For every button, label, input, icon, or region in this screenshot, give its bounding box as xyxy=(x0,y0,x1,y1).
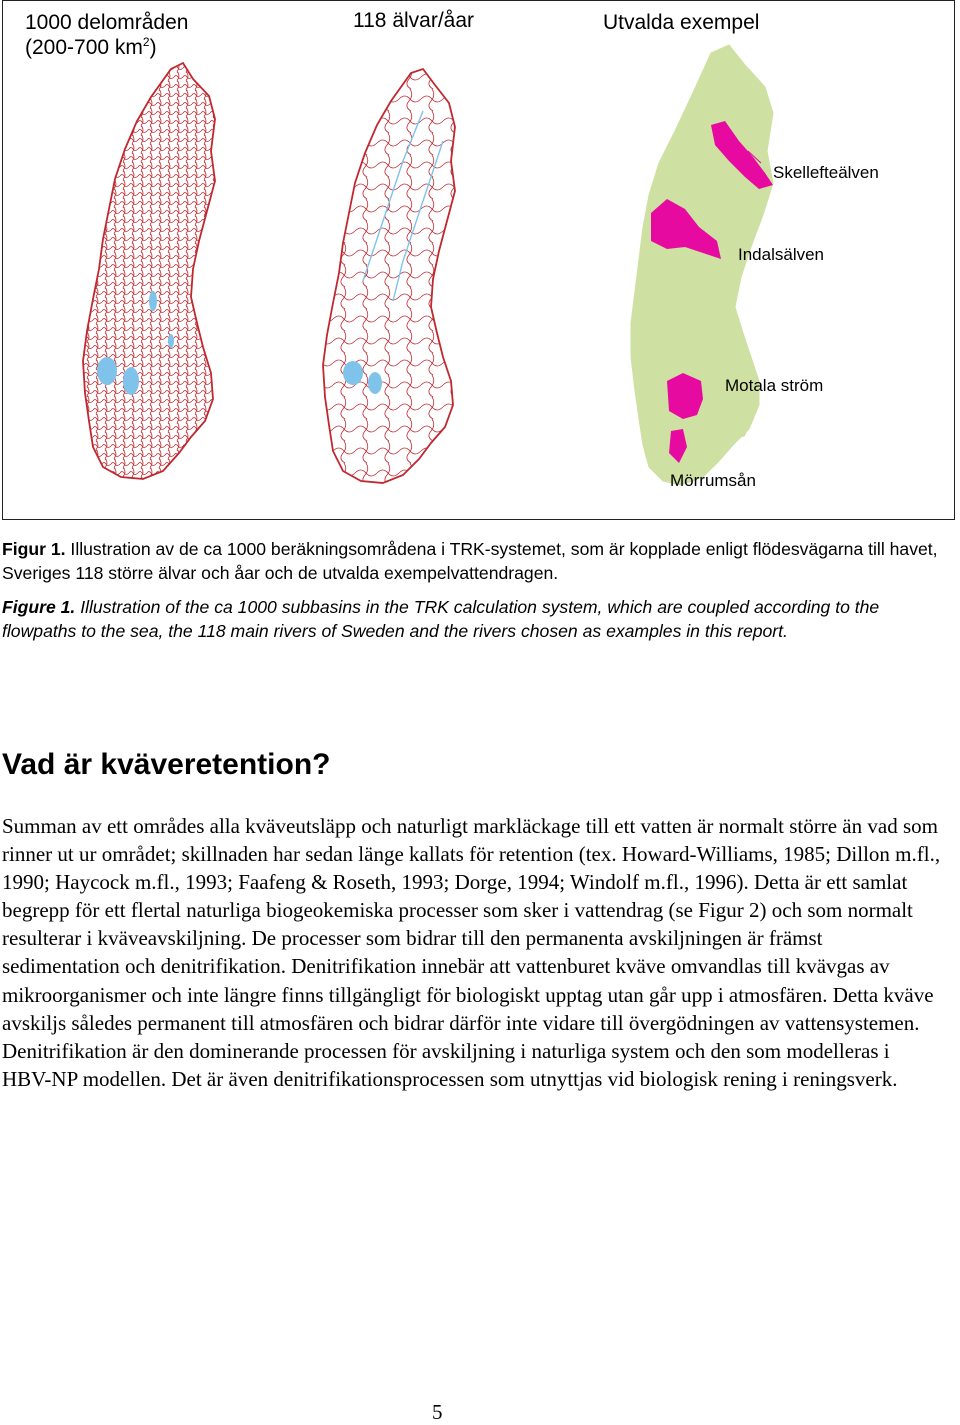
figure-1-box xyxy=(2,0,955,520)
panel1-title: 1000 delområden (200-700 $km^2$) xyxy=(25,11,189,59)
caption-swedish-text: Illustration av de ca 1000 beräkningsområdena i TRK-systemet, som är kopplade enligt flödesvägarna till havet, Sveriges 118 större älvar och åar och de utvalda exempelvattendragen. xyxy=(2,539,938,583)
panel3-title: Utvalda exempel xyxy=(603,11,760,34)
body-paragraph: Summan av ett områdes alla kväveutsläpp och naturligt markläckage till ett vatten är normalt större än vad som rinner ut ur området; skillnaden har sedan länge kallats för retention (tex. Howard-Williams, 1985; Dillon m.fl., 1990; Haycock m.fl., 1993; Faafeng & Roseth, 1993; Dorge, 1994; Windolf m.fl., 1996). Detta är ett samlat begrepp för ett flertal naturliga biogeokemiska processer som sker i vattendrag (se Figur 2) och som normalt resulterar i kväveavskiljning. De processer som bidrar till den permanenta avskiljningen är främst sedimentation och denitrifikation. Denitrifikation innebär att vattenburet kväve omvandlas till kvävgas av mikroorganismer och inte längre finns tillgängligt för biologiskt upptag utan går upp i atmosfären. Detta kväve avskiljs således permanent till atmosfären och bidrar därför inte vidare till övergödningen av vattensystemen. Denitrifikation är den dominerande processen för avskiljning i naturliga system och den som modelleras i HBV-NP modellen. Det är även denitrifikationsprocessen som utnyttjas vid biologisk rening i reningsverk. xyxy=(2,814,941,1091)
caption-english xyxy=(2,595,952,643)
caption-swedish xyxy=(2,537,952,585)
label-skelleftealven: Skellefteälven xyxy=(773,163,879,182)
page-number: 5 xyxy=(432,1400,443,1424)
label-motala-strom: Motala ström xyxy=(725,376,824,395)
caption-english-label: Figure 1. xyxy=(2,597,76,617)
caption-english-text: Illustration of the ca 1000 subbasins in the TRK calculation system, which are coupled according to the flowpaths to the sea, the 118 main rivers of Sweden and the rivers chosen as examples in this report. xyxy=(2,597,880,641)
label-morrumsan: Mörrumsån xyxy=(670,471,756,490)
caption-swedish-label: Figur 1. xyxy=(2,539,66,559)
panel2-title: 118 älvar/åar xyxy=(353,9,475,32)
map-rivers xyxy=(323,69,455,483)
map-examples xyxy=(631,45,773,485)
map-subbasins xyxy=(83,63,215,479)
section-heading: Vad är kväveretention? xyxy=(2,748,331,781)
label-indalsalven: Indalsälven xyxy=(738,245,825,264)
